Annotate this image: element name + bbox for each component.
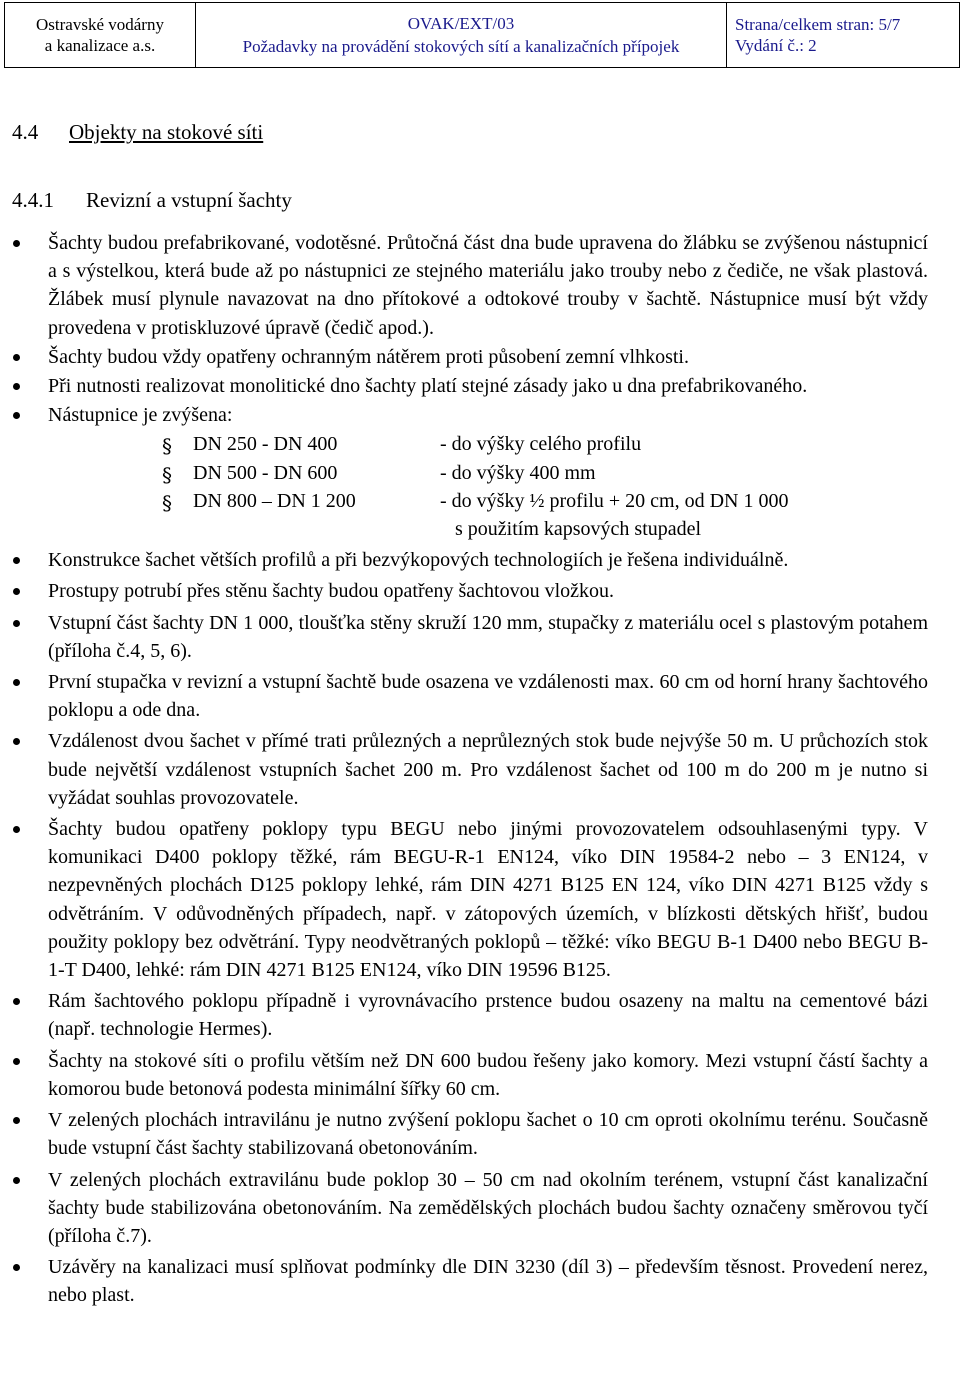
subsection-title: Revizní a vstupní šachty [86,188,292,212]
sublist-item: § DN 500 - DN 600 - do výšky 400 mm [193,459,960,487]
bullet-icon [13,738,20,745]
bullet-icon [13,240,20,247]
document-title: Požadavky na provádění stokových sítí a kanalizačních přípojek [242,37,680,56]
document-header [4,2,960,68]
page-count: Strana/celkem stran: 5/7 [735,14,901,34]
subsection-heading [12,188,292,213]
sublist-continuation: s použitím kapsových stupadel [455,518,702,541]
bullet-icon [13,557,20,564]
list-item: V zelených plochách extravilánu bude poklop 30 – 50 cm nad okolním terénem, vstupní část kanalizační šachty bude stabilizována obetonováním. Na zemědělských plochách budou šachty označeny směrovou tyčí (příloha č.7). [48,1166,928,1251]
edition: Vydání č.: 2 [735,36,817,55]
section-title: Objekty na stokové síti [69,120,264,144]
page-info-cell [727,3,959,67]
section-mark-icon: § [162,462,172,487]
bullet-icon [13,620,20,627]
list-item: Šachty budou vždy opatřeny ochranným nátěrem proti působení zemní vlhkosti. [48,343,928,371]
list-item: Konstrukce šachet větších profilů a při bezvýkopových technologiích je řešena individuálně. [48,546,928,574]
list-item: První stupačka v revizní a vstupní šachtě bude osazena ve vzdálenosti max. 60 cm od horní hrany šachtového poklopu a ode dna. [48,668,928,724]
bullet-icon [13,1058,20,1065]
bullet-icon [13,383,20,390]
bullet-icon [13,826,20,833]
bullet-icon [13,588,20,595]
sublist-item: § DN 800 – DN 1 200 - do výšky ½ profilu + 20 cm, od DN 1 000 [193,487,960,515]
list-item: V zelených plochách intravilánu je nutno zvýšení poklopu šachet o 10 cm oproti okolnímu terénu. Současně bude vstupní část šachty stabilizovaná obetonováním. [48,1106,928,1162]
list-item: Při nutnosti realizovat monolitické dno šachty platí stejné zásady jako u dna prefabrikovaného. [48,372,928,400]
bullet-icon [13,354,20,361]
bullet-list [0,229,960,1310]
section-heading [12,120,263,145]
list-item: Vzdálenost dvou šachet v přímé trati průlezných a neprůlezných stok bude nejvýše 50 m. U průchozích stok bude největší vzdálenost vstupních šachet 200 m. Pro vzdálenost šachet od 100 m do 200 m je nutno si vyžádat souhlas provozovatele. [48,727,928,812]
bullet-icon [13,1177,20,1184]
company-name-line2: a kanalizace a.s. [44,36,156,55]
bullet-icon [13,998,20,1005]
bullet-icon [13,412,20,419]
list-item: Nástupnice je zvýšena: [48,401,928,429]
list-item: Šachty budou opatřeny poklopy typu BEGU nebo jinými provozovatelem odsouhlasenými typy. V komunikaci D400 poklopy těžké, rám BEGU-R-1 EN124, víko DIN 19584-2 nebo – 3 EN124, v nezpevněných plochách D125 poklopy lehké, rám DIN 4271 B125 EN 124, víko DIN 4271 B125 vždy s odvětráním. V odůvodněných případech, např. v zátopových územích, v blízkosti dětských hřišť, budou použity poklopy bez odvětrání. Typy neodvětraných poklopů – těžké: víko BEGU B-1 D400 nebo BEGU B-1-T D400, lehké: rám DIN 4271 B125 EN124, víko DIN 19596 B125. [48,815,928,984]
list-item: Uzávěry na kanalizaci musí splňovat podmínky dle DIN 3230 (díl 3) – především těsnost. Provedení nerez, nebo plast. [48,1253,928,1309]
list-item: Rám šachtového poklopu případně i vyrovnávacího prstence budou osazeny na maltu na cementové bázi (např. technologie Hermes). [48,987,928,1043]
list-item: Vstupní část šachty DN 1 000, tloušťka stěny skruží 120 mm, stupačky z materiálu ocel s plastovým potahem (příloha č.4, 5, 6). [48,609,928,665]
document-cell [196,3,727,67]
subsection-number: 4.4.1 [12,188,54,212]
list-item: Prostupy potrubí přes stěnu šachty budou opatřeny šachtovou vložkou. [48,577,928,605]
bullet-icon [13,1117,20,1124]
list-item: Šachty na stokové síti o profilu větším než DN 600 budou řešeny jako komory. Mezi vstupní částí šachty a komorou bude betonová podesta minimální šířky 60 cm. [48,1047,928,1103]
sublist-item: § DN 250 - DN 400 - do výšky celého profilu [193,430,960,458]
document-id: OVAK/EXT/03 [407,13,515,33]
sublist [0,430,960,543]
section-mark-icon: § [162,434,172,459]
list-item: Šachty budou prefabrikované, vodotěsné. Průtočná část dna bude upravena do žlábku se zvýšenou nástupnicí a s výstelkou, která bude až po nástupnici ze stejného materiálu jako trouby nebo z čediče, ne však plastová. Žlábek musí plynule navazovat na dno přítokové a odtokové trouby v šachtě. Nástupnice musí být vždy provedena v protiskluzové úpravě (čedič apod.). [48,229,928,342]
section-number: 4.4 [12,120,39,144]
company-name-line1: Ostravské vodárny [36,14,164,34]
company-cell [5,3,196,67]
bullet-icon [13,1264,20,1271]
section-mark-icon: § [162,490,172,515]
bullet-icon [13,679,20,686]
